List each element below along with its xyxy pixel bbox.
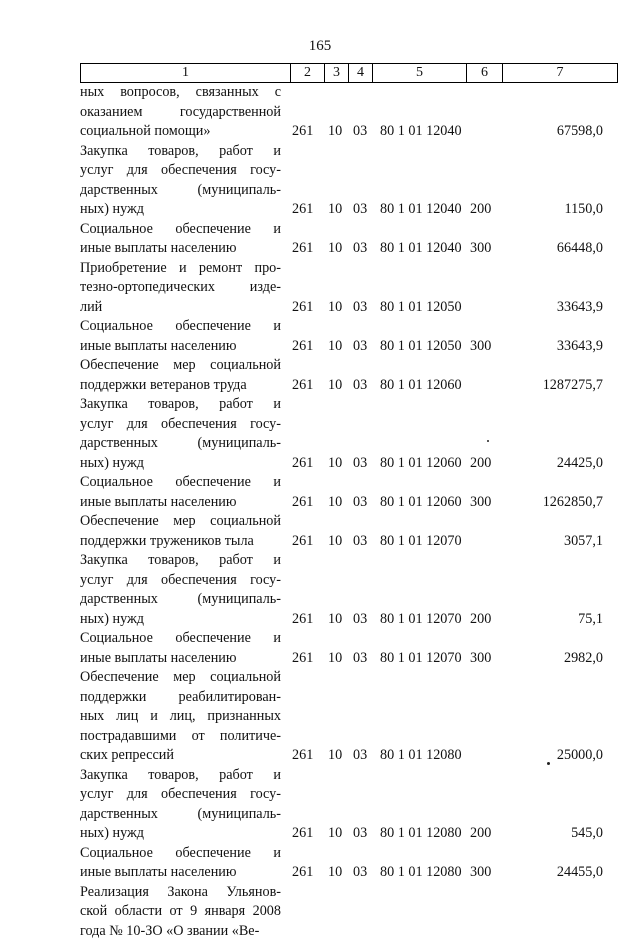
- header-col-2: 2: [291, 64, 325, 82]
- target-article-code: 80 1 01 12050: [380, 298, 462, 318]
- target-article-code: 80 1 01 12060: [380, 493, 462, 513]
- description-line: поддержки тружеников тыла: [80, 532, 281, 552]
- table-row: [0, 551, 640, 629]
- target-article-code: 80 1 01 12070: [380, 532, 462, 552]
- subsection-code: 03: [353, 746, 367, 766]
- description-line: Социальное обеспечение и: [80, 220, 281, 240]
- description-line: ных лиц и лиц, признанных: [80, 707, 281, 727]
- description-line: услуг для обеспечения госу-: [80, 571, 281, 591]
- ministry-code: 261: [292, 746, 313, 766]
- section-code: 10: [328, 532, 342, 552]
- expense-type-code: 300: [470, 863, 491, 883]
- scan-speck: [487, 440, 489, 442]
- section-code: 10: [328, 649, 342, 669]
- header-col-5: 5: [373, 64, 467, 82]
- amount: 1150,0: [565, 200, 604, 220]
- description-line: Закупка товаров, работ и: [80, 551, 281, 571]
- header-col-4: 4: [349, 64, 373, 82]
- row-description: [80, 766, 281, 844]
- description-line: ских репрессий: [80, 746, 281, 766]
- subsection-code: 03: [353, 122, 367, 142]
- description-line: Обеспечение мер социальной: [80, 668, 281, 688]
- description-line: Социальное обеспечение и: [80, 317, 281, 337]
- header-col-6: 6: [467, 64, 503, 82]
- description-line: иные выплаты населению: [80, 239, 281, 259]
- row-description: [80, 844, 281, 883]
- row-description: [80, 668, 281, 766]
- expense-type-code: 200: [470, 610, 491, 630]
- subsection-code: 03: [353, 649, 367, 669]
- description-line: услуг для обеспечения госу-: [80, 415, 281, 435]
- expense-type-code: 300: [470, 649, 491, 669]
- table-row: [0, 83, 640, 142]
- row-description: [80, 259, 281, 318]
- section-code: 10: [328, 454, 342, 474]
- amount: 24455,0: [557, 863, 603, 883]
- ministry-code: 261: [292, 239, 313, 259]
- description-line: Обеспечение мер социальной: [80, 356, 281, 376]
- description-line: ных) нужд: [80, 610, 281, 630]
- header-col-1: 1: [81, 64, 291, 82]
- description-line: дарственных (муниципаль-: [80, 181, 281, 201]
- table-row: [0, 259, 640, 318]
- amount: 1287275,7: [543, 376, 603, 396]
- description-line: иные выплаты населению: [80, 493, 281, 513]
- description-line: Социальное обеспечение и: [80, 844, 281, 864]
- description-line: дарственных (муниципаль-: [80, 805, 281, 825]
- target-article-code: 80 1 01 12040: [380, 122, 462, 142]
- description-line: ных вопросов, связанных с: [80, 83, 281, 103]
- target-article-code: 80 1 01 12060: [380, 376, 462, 396]
- section-code: 10: [328, 122, 342, 142]
- description-line: социальной помощи»: [80, 122, 281, 142]
- page-number: 165: [0, 38, 640, 55]
- ministry-code: 261: [292, 298, 313, 318]
- description-line: Закупка товаров, работ и: [80, 142, 281, 162]
- row-description: [80, 883, 281, 941]
- subsection-code: 03: [353, 200, 367, 220]
- row-description: [80, 551, 281, 629]
- section-code: 10: [328, 610, 342, 630]
- subsection-code: 03: [353, 610, 367, 630]
- description-line: поддержки реабилитирован-: [80, 688, 281, 708]
- table-row: [0, 883, 640, 941]
- amount: 66448,0: [557, 239, 603, 259]
- expense-type-code: 200: [470, 200, 491, 220]
- amount: 3057,1: [564, 532, 603, 552]
- ministry-code: 261: [292, 532, 313, 552]
- row-description: [80, 220, 281, 259]
- target-article-code: 80 1 01 12080: [380, 863, 462, 883]
- subsection-code: 03: [353, 532, 367, 552]
- target-article-code: 80 1 01 12040: [380, 239, 462, 259]
- expense-type-code: 300: [470, 493, 491, 513]
- target-article-code: 80 1 01 12070: [380, 610, 462, 630]
- description-line: лий: [80, 298, 281, 318]
- description-line: услуг для обеспечения госу-: [80, 785, 281, 805]
- table-row: [0, 356, 640, 395]
- ministry-code: 261: [292, 649, 313, 669]
- row-description: [80, 356, 281, 395]
- row-description: [80, 473, 281, 512]
- amount: 2982,0: [564, 649, 603, 669]
- subsection-code: 03: [353, 863, 367, 883]
- description-line: ской области от 9 января 2008: [80, 902, 281, 922]
- table-row: [0, 766, 640, 844]
- description-line: услуг для обеспечения госу-: [80, 161, 281, 181]
- table-row: [0, 473, 640, 512]
- description-line: Закупка товаров, работ и: [80, 766, 281, 786]
- scan-speck: [547, 762, 550, 765]
- amount: 33643,9: [557, 298, 603, 318]
- row-description: [80, 317, 281, 356]
- ministry-code: 261: [292, 863, 313, 883]
- subsection-code: 03: [353, 454, 367, 474]
- target-article-code: 80 1 01 12080: [380, 824, 462, 844]
- header-col-7: 7: [503, 64, 617, 82]
- table-row: [0, 395, 640, 473]
- description-line: дарственных (муниципаль-: [80, 434, 281, 454]
- table-row: [0, 512, 640, 551]
- ministry-code: 261: [292, 454, 313, 474]
- description-line: поддержки ветеранов труда: [80, 376, 281, 396]
- table-body: [0, 83, 640, 941]
- target-article-code: 80 1 01 12060: [380, 454, 462, 474]
- ministry-code: 261: [292, 337, 313, 357]
- ministry-code: 261: [292, 824, 313, 844]
- amount: 1262850,7: [543, 493, 603, 513]
- target-article-code: 80 1 01 12050: [380, 337, 462, 357]
- row-description: [80, 629, 281, 668]
- description-line: Реализация Закона Ульянов-: [80, 883, 281, 903]
- description-line: Социальное обеспечение и: [80, 629, 281, 649]
- table-row: [0, 844, 640, 883]
- target-article-code: 80 1 01 12040: [380, 200, 462, 220]
- section-code: 10: [328, 337, 342, 357]
- table-row: [0, 220, 640, 259]
- subsection-code: 03: [353, 239, 367, 259]
- header-col-3: 3: [325, 64, 349, 82]
- section-code: 10: [328, 376, 342, 396]
- description-line: года № 10-ЗО «О звании «Ве-: [80, 922, 281, 941]
- description-line: Социальное обеспечение и: [80, 473, 281, 493]
- table-row: [0, 317, 640, 356]
- ministry-code: 261: [292, 122, 313, 142]
- description-line: ных) нужд: [80, 200, 281, 220]
- description-line: Закупка товаров, работ и: [80, 395, 281, 415]
- ministry-code: 261: [292, 200, 313, 220]
- description-line: иные выплаты населению: [80, 863, 281, 883]
- subsection-code: 03: [353, 376, 367, 396]
- expense-type-code: 200: [470, 824, 491, 844]
- table-row: [0, 142, 640, 220]
- description-line: иные выплаты населению: [80, 337, 281, 357]
- subsection-code: 03: [353, 824, 367, 844]
- table-row: [0, 668, 640, 766]
- amount: 33643,9: [557, 337, 603, 357]
- amount: 67598,0: [557, 122, 603, 142]
- table-row: [0, 629, 640, 668]
- target-article-code: 80 1 01 12080: [380, 746, 462, 766]
- table-header: [80, 63, 618, 83]
- expense-type-code: 300: [470, 337, 491, 357]
- section-code: 10: [328, 746, 342, 766]
- section-code: 10: [328, 863, 342, 883]
- subsection-code: 03: [353, 493, 367, 513]
- description-line: Обеспечение мер социальной: [80, 512, 281, 532]
- section-code: 10: [328, 824, 342, 844]
- ministry-code: 261: [292, 376, 313, 396]
- row-description: [80, 512, 281, 551]
- section-code: 10: [328, 239, 342, 259]
- target-article-code: 80 1 01 12070: [380, 649, 462, 669]
- amount: 75,1: [578, 610, 603, 630]
- expense-type-code: 200: [470, 454, 491, 474]
- description-line: ных) нужд: [80, 454, 281, 474]
- description-line: дарственных (муниципаль-: [80, 590, 281, 610]
- amount: 545,0: [571, 824, 603, 844]
- description-line: Приобретение и ремонт про-: [80, 259, 281, 279]
- section-code: 10: [328, 200, 342, 220]
- row-description: [80, 142, 281, 220]
- expense-type-code: 300: [470, 239, 491, 259]
- description-line: тезно-ортопедических изде-: [80, 278, 281, 298]
- row-description: [80, 83, 281, 142]
- amount: 25000,0: [557, 746, 603, 766]
- subsection-code: 03: [353, 298, 367, 318]
- row-description: [80, 395, 281, 473]
- section-code: 10: [328, 298, 342, 318]
- subsection-code: 03: [353, 337, 367, 357]
- ministry-code: 261: [292, 610, 313, 630]
- description-line: пострадавшими от политиче-: [80, 727, 281, 747]
- description-line: ных) нужд: [80, 824, 281, 844]
- amount: 24425,0: [557, 454, 603, 474]
- ministry-code: 261: [292, 493, 313, 513]
- description-line: оказанием государственной: [80, 103, 281, 123]
- description-line: иные выплаты населению: [80, 649, 281, 669]
- section-code: 10: [328, 493, 342, 513]
